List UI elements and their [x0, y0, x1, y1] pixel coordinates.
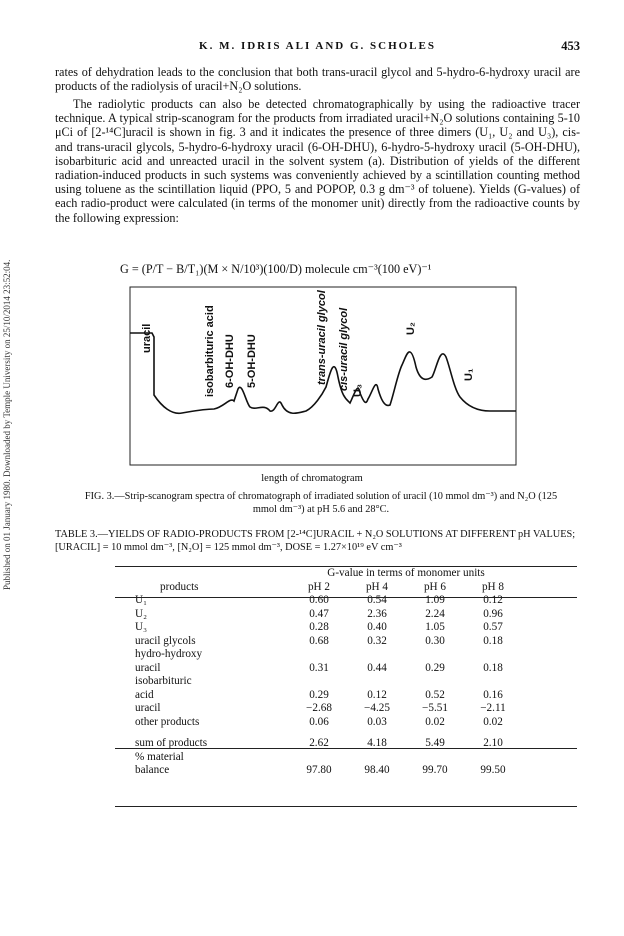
cell-value: 0.02	[425, 715, 445, 728]
peak-label: U₂	[405, 322, 417, 335]
cell-value	[348, 675, 406, 689]
cell-value: 0.57	[483, 621, 503, 633]
cell-value: 0.52	[425, 688, 445, 701]
cell-value: 5.49	[425, 737, 445, 749]
cell-value: 4.18	[367, 737, 387, 749]
cell-value: 0.12	[483, 594, 503, 606]
peak-label: trans-uracil glycol	[316, 290, 328, 385]
cell-value: −2.68	[306, 702, 332, 714]
cell-value: 0.12	[367, 688, 387, 701]
cell-value: 0.44	[367, 661, 387, 674]
cell-value: 1.09	[425, 594, 445, 606]
col-ph4: pH 4	[365, 580, 389, 593]
cell-value: 0.29	[309, 688, 329, 701]
cell-value: −4.25	[364, 702, 390, 714]
cell-value	[464, 675, 522, 689]
download-note: Published on 01 January 1980. Downloaded by Temple University on 25/10/2014 23:52:04.	[2, 259, 12, 590]
cell-value: 0.32	[367, 634, 387, 647]
table-row	[115, 716, 522, 730]
cell-value: 2.62	[309, 737, 329, 749]
cell-value: −5.51	[422, 702, 448, 714]
cell-value: 99.50	[480, 764, 506, 776]
peak-label: U₃	[352, 383, 364, 397]
cell-value	[464, 648, 522, 662]
paragraph-2: The radiolytic products can also be detected chromatographically by using the radioactive tracer technique. A typical strip-scanogram for the products from irradiated uracil+N₂O solutions containing 5-10 μCi of [2-¹⁴C]uracil is shown in fig. 3 and it indicates the presence of three dimers (U₁, U₂ and U₃), cis- and trans-uracil glycols, 5-hydro-6-hydroxy uracil (6-OH-DHU), 6-hydro-5-hydroxy uracil (5-OH-DHU), isobarbituric acid and unreacted uracil in the solvent system (a). Distribution of yields of the different radiation-induced products in such systems was conveniently achieved by a scintillation counting method using toluene as the scintillation liquid (PPO, 5 and POPOP, 0.3 g dm⁻³ of toluene). Yields (G-values) of each radio-product were calculated (in terms of the monomer unit) directly from the radioactive counts by the following expression:	[55, 97, 580, 225]
cell-value: 0.54	[367, 594, 387, 606]
cell-value: 0.30	[425, 634, 445, 647]
table-row	[115, 764, 522, 778]
table-row	[115, 635, 522, 649]
row-label: other products	[135, 715, 200, 728]
cell-value	[290, 751, 348, 765]
row-label: % material	[135, 750, 184, 763]
row-label: isobarbituric	[135, 675, 192, 687]
row-label: sum of products	[135, 737, 208, 749]
running-header	[55, 40, 580, 56]
figure-caption: FIG. 3.—Strip-scanogram spectra of chromatograph of irradiated solution of uracil (10 mmol dm⁻³) and N₂O (125 mmol dm⁻³) at pH 5.6 and 28°C.	[84, 491, 558, 515]
cell-value: 0.18	[483, 661, 503, 674]
cell-value: 0.16	[483, 688, 503, 701]
table-row	[115, 621, 522, 635]
table-row	[115, 675, 522, 689]
yields-table	[115, 567, 522, 778]
running-head-authors: K. M. IDRIS ALI AND G. SCHOLES	[199, 40, 436, 52]
cell-value: 0.28	[309, 621, 329, 633]
table-row	[115, 702, 522, 716]
cell-value: 0.47	[309, 607, 329, 620]
peak-label: isobarbituric acid	[204, 305, 216, 397]
cell-value: 98.40	[364, 764, 390, 776]
row-label: acid	[135, 688, 154, 701]
peak-label: cis-uracil glycol	[338, 307, 350, 391]
cell-value: 0.60	[309, 594, 329, 606]
cell-value: 0.06	[309, 715, 329, 728]
header-rule	[115, 597, 577, 598]
cell-value: 0.02	[483, 715, 503, 728]
cell-value	[348, 751, 406, 765]
row-label: balance	[135, 764, 170, 776]
peak-label: uracil	[141, 323, 153, 353]
col-products: products	[160, 580, 199, 593]
row-label: U₂	[135, 607, 147, 620]
cell-value: 2.10	[483, 737, 503, 749]
cell-value: −2.11	[480, 702, 506, 714]
cell-value	[348, 648, 406, 662]
table-row	[115, 648, 522, 662]
g-value-equation: G = (P/T − B/T₁)(M × N/10³)(100/D) molecule cm⁻³(100 eV)⁻¹	[120, 262, 432, 276]
row-label: uracil glycols	[135, 634, 196, 647]
peak-label: 5-OH-DHU	[246, 334, 258, 388]
strip-scanogram-figure	[128, 285, 518, 467]
x-axis-label: length of chromatogram	[261, 473, 363, 484]
cell-value: 0.96	[483, 607, 503, 620]
row-label: U₁	[135, 594, 147, 606]
cell-value: 0.40	[367, 621, 387, 633]
cell-value: 99.70	[422, 764, 448, 776]
cell-value: 0.03	[367, 715, 387, 728]
cell-value	[290, 675, 348, 689]
row-label: uracil	[135, 702, 161, 714]
cell-value	[464, 751, 522, 765]
sum-rule	[115, 748, 577, 749]
group-header-row	[115, 567, 522, 581]
page-number: 453	[561, 39, 580, 53]
paragraph-1: rates of dehydration leads to the conclusion that both trans-uracil glycol and 5-hydro-6-hydroxy uracil are products of the radiolysis of uracil+N₂O solutions.	[55, 65, 580, 94]
table-caption: TABLE 3.—YIELDS OF RADIO-PRODUCTS FROM [2-¹⁴C]URACIL + N₂O SOLUTIONS AT DIFFERENT pH VALUES; [URACIL] = 10 mmol dm⁻³, [N₂O] = 125 mmol dm⁻³, DOSE = 1.27×10¹⁹ eV cm⁻³	[55, 529, 576, 553]
cell-value: 1.05	[425, 621, 445, 633]
cell-value: 0.18	[483, 634, 503, 647]
table-row	[115, 751, 522, 765]
cell-value: 0.68	[309, 634, 329, 647]
cell-value	[406, 648, 464, 662]
cell-value: 2.24	[425, 607, 445, 620]
cell-value: 97.80	[306, 764, 332, 776]
cell-value: 2.36	[367, 607, 387, 620]
cell-value	[406, 751, 464, 765]
cell-value	[406, 675, 464, 689]
cell-value	[290, 648, 348, 662]
col-ph8: pH 8	[481, 580, 505, 593]
row-label: U₃	[135, 621, 147, 633]
peak-label: 6-OH-DHU	[224, 334, 236, 388]
table-row	[115, 608, 522, 622]
cell-value: 0.31	[309, 661, 329, 674]
cell-value: 0.29	[425, 661, 445, 674]
col-ph6: pH 6	[423, 580, 447, 593]
table-row	[115, 689, 522, 703]
col-ph2: pH 2	[307, 580, 331, 593]
column-header-row	[115, 581, 522, 595]
group-header: G-value in terms of monomer units	[327, 567, 485, 579]
row-label: hydro-hydroxy	[135, 648, 203, 660]
publication-watermark	[2, 150, 16, 590]
row-label: uracil	[135, 661, 161, 674]
peak-label: U₁	[463, 368, 475, 381]
table-row	[115, 662, 522, 676]
table-bottom-rule	[115, 806, 577, 807]
